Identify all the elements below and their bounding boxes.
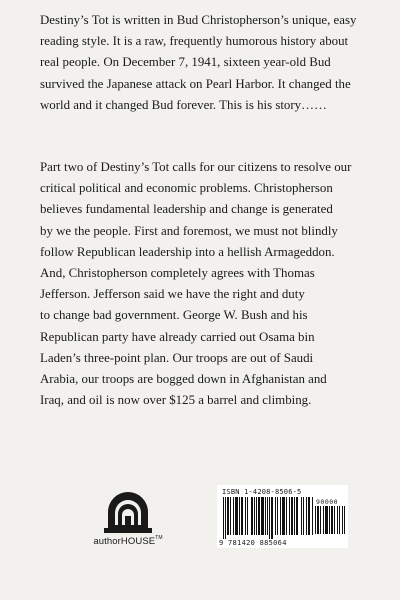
barcode-bar [261,497,264,535]
barcode-bar [344,506,345,534]
barcode-bar [275,497,276,535]
barcode-bar [308,497,310,535]
barcode-bar [225,497,226,539]
description-paragraph-1 [40,10,375,116]
barcode-bar [282,497,285,535]
paragraph-line: reading style. It is a raw, frequently humorous history about [40,34,349,49]
paragraph-line: believes fundamental leadership and change is generated [40,202,333,217]
paragraph-line: Arabia, our troops are bogged down in Afghanistan and [40,372,327,387]
paragraph-line: real people. On December 7, 1941, sixteen year-old Bud [40,55,331,70]
barcode-bar [317,506,319,534]
isbn-label: ISBN 1-4208-8506-5 [222,488,302,496]
barcode-bar [254,497,255,535]
barcode-bar [337,506,338,534]
paragraph-line: Destiny’s Tot is written in Bud Christopherson’s unique, easy [40,13,357,27]
barcode-bar [306,497,307,535]
barcode-bar [289,497,290,535]
barcode-bar [291,497,293,535]
barcode-bar [323,506,324,534]
paragraph-line: survived the Japanese attack on Pearl Harbor. It changed the [40,76,351,91]
barcode-bar [280,497,281,535]
barcode-bar [303,497,304,535]
paragraph-line: follow Republican leadership into a hellish Armageddon. [40,244,335,259]
barcode-bar [286,497,287,535]
paragraph-line: Part two of Destiny’s Tot calls for our citizens to resolve our [40,160,352,174]
barcode-bar [223,497,224,539]
paragraph-line: And, Christopherson completely agrees with Thomas [40,266,315,281]
paragraph-line: Laden’s three-point plan. Our troops are out of Saudi [40,350,314,365]
paragraph-line: to change bad government. George W. Bush and his [40,308,308,323]
paragraph-line: Republican party have already carried out Osama bin [40,329,315,344]
barcode-bar [339,506,340,534]
barcode-bar [331,506,333,534]
barcode-bar [271,497,273,539]
barcode-bar [277,497,278,535]
barcode-bar [312,497,313,535]
barcode-bar [296,497,298,535]
publisher-name: authorHOUSE™ [93,535,163,547]
barcode-bar [227,497,229,535]
barcode-bar [247,497,248,535]
addon-bars [315,506,345,536]
barcode-bar [294,497,295,535]
barcode-bar [269,497,270,539]
price-code: 90000 [316,498,339,506]
barcode-bar [267,497,268,535]
ean-digits: 9 781420 885064 [219,539,287,547]
barcode-bar [245,497,246,535]
barcode-bar [258,497,260,535]
barcode-bar [235,497,238,535]
description-paragraph-2 [40,157,375,411]
ean-bars [223,497,313,541]
barcode-bar [325,506,328,534]
barcode-bar [320,506,321,534]
paragraph-line: world and it changed Bud forever. This is his story…… [40,97,327,112]
publisher-logo [93,492,163,547]
barcode-bar [241,497,243,535]
isbn-barcode [217,485,348,548]
barcode-bar [301,497,302,535]
barcode-bar [329,506,330,534]
barcode-bar [230,497,231,535]
barcode-bar [265,497,266,535]
barcode-bar [239,497,240,535]
barcode-bar [315,506,316,534]
barcode-bar [334,506,335,534]
barcode-bar [342,506,343,534]
paragraph-line: critical political and economic problems. Christopherson [40,181,333,196]
paragraph-line: Iraq, and oil is now over $125 a barrel and climbing. [40,393,312,408]
barcode-bar [233,497,234,535]
paragraph-line: Jefferson. Jefferson said we have the right and duty [40,287,305,302]
barcode-bar [256,497,257,535]
barcode-bar [251,497,253,535]
authorhouse-logo-icon [102,492,154,534]
paragraph-line: by we the people. First and foremost, we must not blindly [40,223,338,238]
